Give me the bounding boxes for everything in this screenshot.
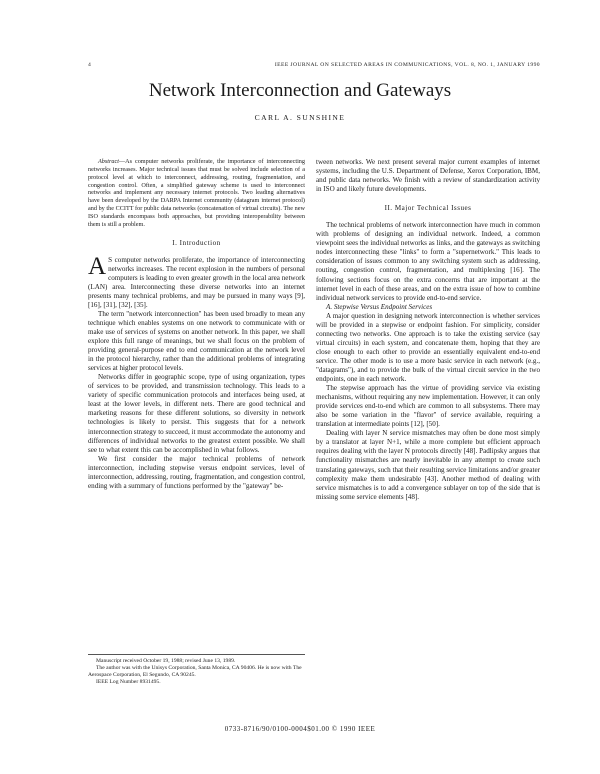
paper-author: CARL A. SUNSHINE <box>254 113 346 122</box>
footnote-log: IEEE Log Number 8931495. <box>96 678 161 685</box>
right-column <box>316 158 540 502</box>
footnote <box>88 654 305 686</box>
abstract-label: Abstract <box>98 158 119 165</box>
footnote-received: Manuscript received October 19, 1988; revised June 13, 1989. <box>96 658 236 664</box>
journal-header: IEEE JOURNAL ON SELECTED AREAS IN COMMUNICATIONS, VOL. 8, NO. 1, JANUARY 1990 <box>274 62 540 68</box>
footnote-affiliation: The author was with the Unisys Corporation, Santa Monica, CA 90406. He is now with The Aerospace Corporation, El Segundo, CA 90245. <box>88 664 302 678</box>
intro-paragraph-3: Networks differ in geographic scope, type of using organization, types of services to be provided, and transmission technology. This leads to a variety of specific communication protocols and interfaces being used, at least at the lower levels, in different nets. There are good technical and marketing reasons for these different solutions, so diversity in network technologies is likely to persist. This suggests that for a network interconnection strategy to succeed, it must accommodate the autonomy and differences of individual networks to the greatest extent possible. We shall see to what extent this can be accomplished in what follows. <box>88 373 305 454</box>
subsection-paragraph-3: Dealing with layer N service mismatches may often be done most simply by a translator at layer N+1, while a more complete but efficient approach requires dealing with the layer N protocols directly [48]. Padlipsky argues that functionality mismatches are nearly inevitable in any attempt to create such translating gateways, such that their resulting service limitations and/or greater complexity make them undesirable [43]. Another method of dealing with service mismatches is to add a convergence sublayer on top of the side that is missing some service elements [48]. <box>316 429 540 501</box>
intro-paragraph-1-text: S computer networks proliferate, the importance of interconnecting networks increases. The recent explosion in the numbers of personal computers is leading to even greater growth in the local area network (LAN) area. Interconnecting these diverse networks into an internet presents many technical problems, and may be pursued in many ways [9], [16], [31], [32], [35]. <box>88 255 305 309</box>
paper-title: Network Interconnection and Gateways <box>148 80 452 101</box>
page-number: 4 <box>88 62 92 68</box>
section-heading-issues: II. Major Technical Issues <box>384 204 472 213</box>
right-continuation: tween networks. We next present several major current examples of internet systems, including the U.S. Department of Defense, Xerox Corporation, IBM, and public data networks. We finish with a review of standardization activity in ISO and likely future developments. <box>316 158 540 194</box>
drop-cap: A <box>88 252 107 280</box>
abstract-text: —As computer networks proliferate, the importance of interconnecting networks increases. Major technical issues that must be solved include selection of a protocol level at which to interconnect, addressing, routing, fragmentation, and congestion control. Often, a simplified gateway scheme is used to interconnect networks and implement any necessary internet protocols. Two leading alternatives have been developed by the DARPA Internet community (datagram internet protocol) and by the CCITT for public data networks (concatenation of virtual circuits). The new ISO standards encompass both approaches, but providing interoperability between them is still a problem. <box>88 158 305 228</box>
left-column <box>88 158 305 491</box>
subsection-heading: A. Stepwise Versus Endpoint Services <box>326 302 433 311</box>
abstract <box>88 158 305 229</box>
running-head <box>88 62 540 74</box>
intro-paragraph-2: The term "network interconnection" has been used broadly to mean any technique which enables systems on one network to communicate with or make use of services of systems on another network. In this paper, we shall explore this full range of meanings, but we shall focus on the problem of providing general-purpose end to end communication at the network level in the protocol hierarchy, rather than the additional problems of integrating services at higher protocol levels. <box>88 309 305 373</box>
copyright-line: 0733-8716/90/0100-0004$01.00 © 1990 IEEE <box>224 725 376 733</box>
intro-paragraph-4: We first consider the major technical problems of network interconnection, including stepwise versus endpoint services, level of interconnection, addressing, routing, fragmentation, and congestion control, ending with a summary of functions performed by the "gateway" be- <box>88 454 305 490</box>
section-heading-introduction: I. Introduction <box>172 238 221 247</box>
subsection-paragraph-1: A major question in designing network interconnection is whether services will be provided in a stepwise or endpoint fashion. For simplicity, consider connecting two networks. One approach is to take the existing service (say virtual circuits) in each system, and concatenate them, hoping that they are close enough to each other to provide an essentially equivalent end-to-end service. The other mode is to use a more basic service in each network (e.g., "datagrams"), and to provide the bulk of the virtual circuit service in the two endpoints, one in each network. <box>316 311 540 384</box>
intro-paragraph-1 <box>88 252 305 310</box>
subsection-paragraph-2: The stepwise approach has the virtue of providing service via existing mechanisms, without requiring any new implementation. However, it can only provide services end-to-end which are common to all subsystems. There may also be some variation in the "flavor" of service available, requiring a translation at intermediate points [12], [50]. <box>316 384 540 429</box>
issues-paragraph-1: The technical problems of network interconnection have much in common with problems of designing an individual network. Indeed, a common viewpoint sees the individual networks as links, and the gateways as switching nodes interconnecting these "links" to form a "supernetwork." This leads to consideration of issues common to any switching system such as addressing, routing, congestion control, fragmentation, and multiplexing [16]. The following sections focus on the extra concerns that are important at the internet level in each of these areas, and on the extra issue of how to combine individual network services to provide end-to-end service. <box>316 221 540 302</box>
